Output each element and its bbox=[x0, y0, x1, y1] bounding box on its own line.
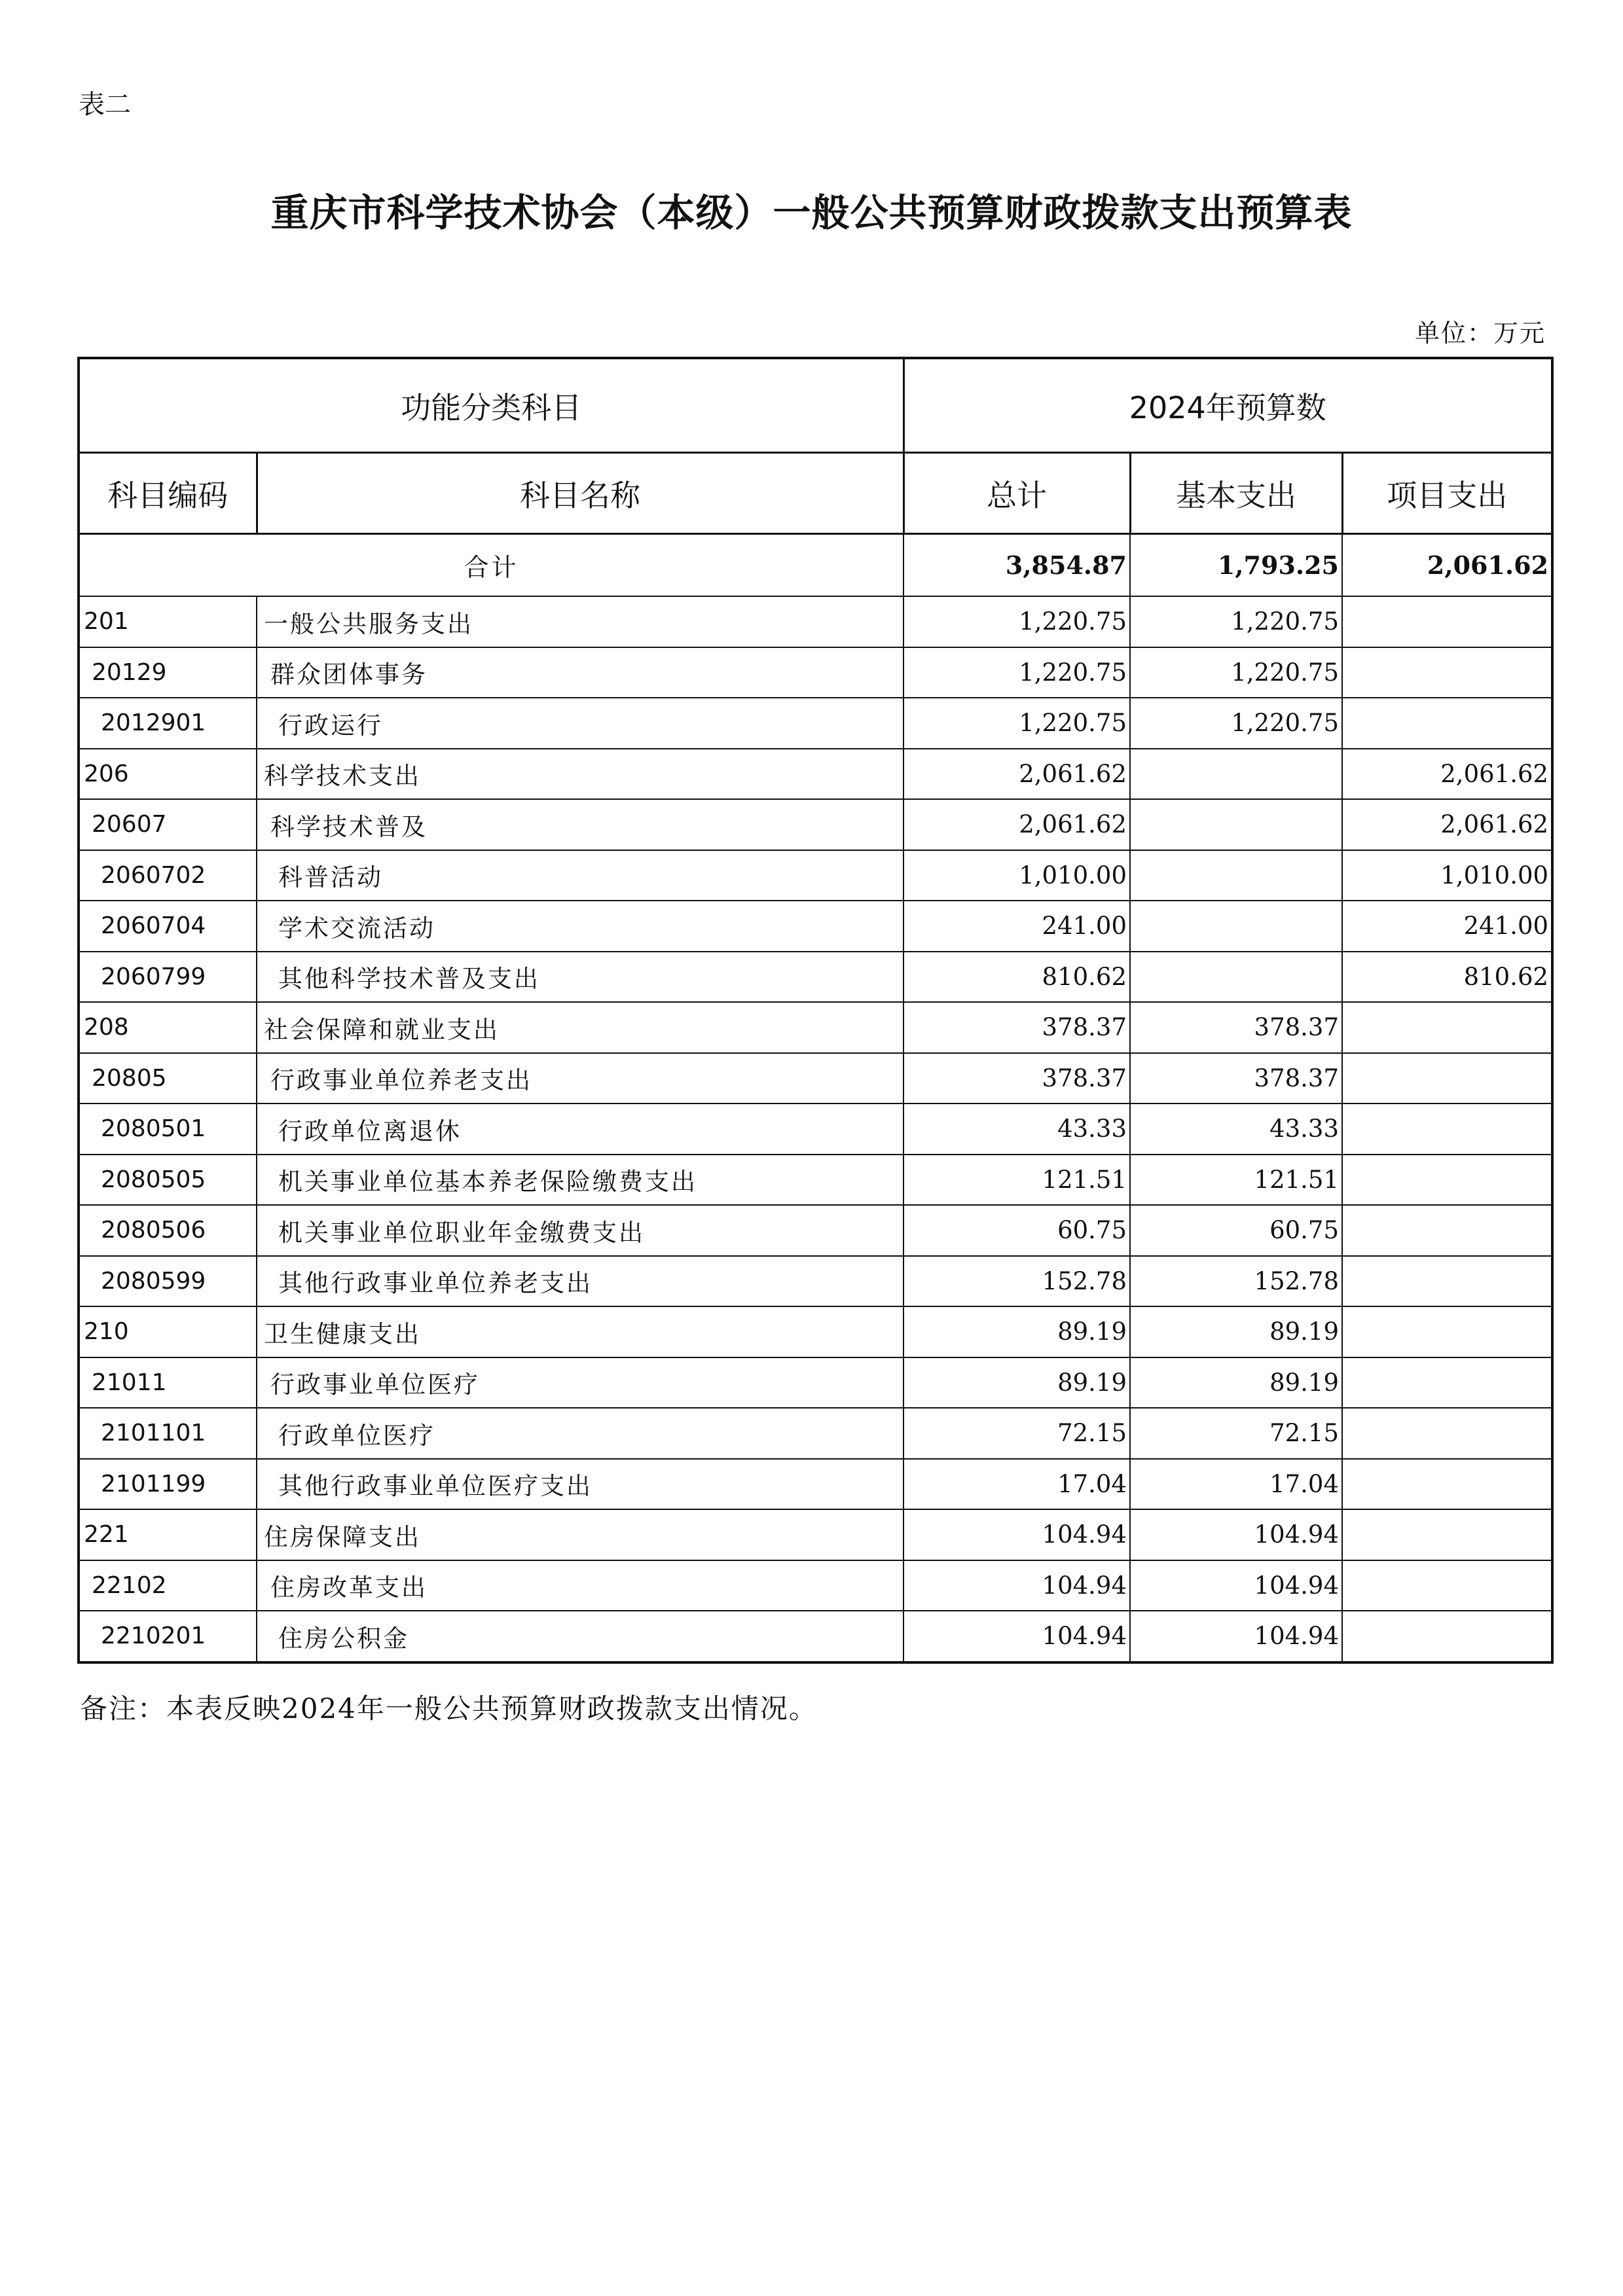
cell-name: 其他科学技术普及支出 bbox=[257, 952, 903, 1003]
cell-total: 378.37 bbox=[903, 1053, 1130, 1104]
cell-basic bbox=[1130, 749, 1342, 800]
column-header-total: 总计 bbox=[903, 453, 1130, 534]
cell-code: 2060702 bbox=[79, 850, 257, 901]
cell-code: 221 bbox=[79, 1509, 257, 1560]
cell-total: 43.33 bbox=[903, 1103, 1130, 1155]
table-row bbox=[79, 850, 1552, 901]
cell-total: 378.37 bbox=[903, 1002, 1130, 1053]
cell-basic: 378.37 bbox=[1130, 1002, 1342, 1053]
budget-table bbox=[77, 357, 1554, 1664]
table-row bbox=[79, 1408, 1552, 1459]
cell-project: 2,061.62 bbox=[1342, 749, 1552, 800]
table-row bbox=[79, 749, 1552, 800]
cell-basic: 104.94 bbox=[1130, 1509, 1342, 1560]
table-row bbox=[79, 1509, 1552, 1560]
cell-basic: 152.78 bbox=[1130, 1256, 1342, 1307]
cell-code: 210 bbox=[79, 1306, 257, 1357]
cell-basic bbox=[1130, 901, 1342, 952]
cell-project bbox=[1342, 596, 1552, 647]
cell-basic bbox=[1130, 952, 1342, 1003]
cell-total: 89.19 bbox=[903, 1306, 1130, 1357]
cell-name: 其他行政事业单位养老支出 bbox=[257, 1256, 903, 1307]
cell-name: 科学技术支出 bbox=[257, 749, 903, 800]
cell-code: 201 bbox=[79, 596, 257, 647]
cell-code: 2210201 bbox=[79, 1611, 257, 1662]
cell-basic: 72.15 bbox=[1130, 1408, 1342, 1459]
cell-basic: 43.33 bbox=[1130, 1103, 1342, 1155]
table-row bbox=[79, 1459, 1552, 1510]
cell-basic: 89.19 bbox=[1130, 1306, 1342, 1357]
cell-total: 72.15 bbox=[903, 1408, 1130, 1459]
cell-total: 1,220.75 bbox=[903, 698, 1130, 749]
cell-project bbox=[1342, 1509, 1552, 1560]
cell-basic: 1,220.75 bbox=[1130, 647, 1342, 698]
cell-project bbox=[1342, 1053, 1552, 1104]
cell-name: 行政单位医疗 bbox=[257, 1408, 903, 1459]
cell-code: 2101199 bbox=[79, 1459, 257, 1510]
cell-basic: 104.94 bbox=[1130, 1560, 1342, 1611]
table-row bbox=[79, 1053, 1552, 1104]
table-row bbox=[79, 952, 1552, 1003]
cell-name: 行政单位离退休 bbox=[257, 1103, 903, 1155]
total-project: 2,061.62 bbox=[1342, 534, 1552, 597]
cell-name: 行政运行 bbox=[257, 698, 903, 749]
cell-basic: 121.51 bbox=[1130, 1155, 1342, 1206]
cell-project bbox=[1342, 1459, 1552, 1510]
cell-name: 卫生健康支出 bbox=[257, 1306, 903, 1357]
cell-basic bbox=[1130, 799, 1342, 850]
cell-name: 住房保障支出 bbox=[257, 1509, 903, 1560]
document-title: 重庆市科学技术协会（本级）一般公共预算财政拨款支出预算表 bbox=[270, 190, 1353, 235]
cell-code: 2080599 bbox=[79, 1256, 257, 1307]
cell-basic: 1,220.75 bbox=[1130, 596, 1342, 647]
cell-name: 社会保障和就业支出 bbox=[257, 1002, 903, 1053]
column-header-basic: 基本支出 bbox=[1130, 453, 1342, 534]
header-group-row bbox=[79, 358, 1552, 453]
total-sum: 3,854.87 bbox=[903, 534, 1130, 597]
table-number-label: 表二 bbox=[79, 90, 131, 120]
unit-label: 单位：万元 bbox=[1414, 319, 1546, 348]
cell-name: 机关事业单位基本养老保险缴费支出 bbox=[257, 1155, 903, 1206]
cell-total: 810.62 bbox=[903, 952, 1130, 1003]
cell-name: 科普活动 bbox=[257, 850, 903, 901]
column-header-name: 科目名称 bbox=[257, 453, 903, 534]
cell-total: 2,061.62 bbox=[903, 799, 1130, 850]
total-row bbox=[79, 534, 1552, 597]
cell-project bbox=[1342, 1306, 1552, 1357]
cell-basic: 378.37 bbox=[1130, 1053, 1342, 1104]
cell-code: 2080506 bbox=[79, 1205, 257, 1256]
cell-total: 121.51 bbox=[903, 1155, 1130, 1206]
cell-code: 2101101 bbox=[79, 1408, 257, 1459]
cell-name: 住房改革支出 bbox=[257, 1560, 903, 1611]
cell-project bbox=[1342, 1560, 1552, 1611]
cell-total: 104.94 bbox=[903, 1611, 1130, 1662]
cell-project bbox=[1342, 1408, 1552, 1459]
cell-project: 241.00 bbox=[1342, 901, 1552, 952]
cell-total: 152.78 bbox=[903, 1256, 1130, 1307]
cell-code: 2060799 bbox=[79, 952, 257, 1003]
footnote: 备注：本表反映2024年一般公共预算财政拨款支出情况。 bbox=[80, 1693, 818, 1725]
cell-name: 学术交流活动 bbox=[257, 901, 903, 952]
cell-basic: 1,220.75 bbox=[1130, 698, 1342, 749]
table-row bbox=[79, 1155, 1552, 1206]
cell-total: 1,220.75 bbox=[903, 596, 1130, 647]
cell-code: 21011 bbox=[79, 1357, 257, 1408]
table-row bbox=[79, 1611, 1552, 1662]
cell-basic bbox=[1130, 850, 1342, 901]
table-row bbox=[79, 1560, 1552, 1611]
cell-code: 20607 bbox=[79, 799, 257, 850]
cell-project bbox=[1342, 1002, 1552, 1053]
cell-project bbox=[1342, 1256, 1552, 1307]
cell-basic: 60.75 bbox=[1130, 1205, 1342, 1256]
cell-name: 行政事业单位医疗 bbox=[257, 1357, 903, 1408]
cell-name: 其他行政事业单位医疗支出 bbox=[257, 1459, 903, 1510]
table-body bbox=[79, 534, 1552, 1662]
cell-project bbox=[1342, 1155, 1552, 1206]
cell-total: 241.00 bbox=[903, 901, 1130, 952]
cell-total: 1,010.00 bbox=[903, 850, 1130, 901]
total-label: 合计 bbox=[79, 534, 903, 597]
cell-name: 一般公共服务支出 bbox=[257, 596, 903, 647]
table-row bbox=[79, 1002, 1552, 1053]
header-columns-row bbox=[79, 453, 1552, 534]
table-row bbox=[79, 1306, 1552, 1357]
cell-name: 机关事业单位职业年金缴费支出 bbox=[257, 1205, 903, 1256]
cell-project bbox=[1342, 1205, 1552, 1256]
cell-code: 2060704 bbox=[79, 901, 257, 952]
table-row bbox=[79, 596, 1552, 647]
cell-total: 1,220.75 bbox=[903, 647, 1130, 698]
cell-project: 1,010.00 bbox=[1342, 850, 1552, 901]
cell-basic: 89.19 bbox=[1130, 1357, 1342, 1408]
cell-name: 行政事业单位养老支出 bbox=[257, 1053, 903, 1104]
cell-total: 89.19 bbox=[903, 1357, 1130, 1408]
table-row bbox=[79, 799, 1552, 850]
cell-project: 2,061.62 bbox=[1342, 799, 1552, 850]
cell-name: 住房公积金 bbox=[257, 1611, 903, 1662]
cell-total: 17.04 bbox=[903, 1459, 1130, 1510]
cell-project bbox=[1342, 647, 1552, 698]
column-header-project: 项目支出 bbox=[1342, 453, 1552, 534]
cell-code: 208 bbox=[79, 1002, 257, 1053]
cell-code: 2080505 bbox=[79, 1155, 257, 1206]
cell-project bbox=[1342, 1103, 1552, 1155]
cell-project bbox=[1342, 698, 1552, 749]
header-budget-2024: 2024年预算数 bbox=[903, 358, 1552, 453]
cell-project bbox=[1342, 1357, 1552, 1408]
cell-code: 20805 bbox=[79, 1053, 257, 1104]
cell-project bbox=[1342, 1611, 1552, 1662]
table-row bbox=[79, 901, 1552, 952]
total-basic: 1,793.25 bbox=[1130, 534, 1342, 597]
header-functional-classification: 功能分类科目 bbox=[79, 358, 903, 453]
table-row bbox=[79, 1103, 1552, 1155]
cell-total: 2,061.62 bbox=[903, 749, 1130, 800]
cell-name: 群众团体事务 bbox=[257, 647, 903, 698]
cell-code: 20129 bbox=[79, 647, 257, 698]
cell-project: 810.62 bbox=[1342, 952, 1552, 1003]
column-header-code: 科目编码 bbox=[79, 453, 257, 534]
table-row bbox=[79, 698, 1552, 749]
cell-code: 2012901 bbox=[79, 698, 257, 749]
cell-total: 104.94 bbox=[903, 1509, 1130, 1560]
table-row bbox=[79, 1256, 1552, 1307]
cell-total: 104.94 bbox=[903, 1560, 1130, 1611]
cell-basic: 104.94 bbox=[1130, 1611, 1342, 1662]
cell-basic: 17.04 bbox=[1130, 1459, 1342, 1510]
cell-code: 22102 bbox=[79, 1560, 257, 1611]
table-row bbox=[79, 647, 1552, 698]
cell-code: 206 bbox=[79, 749, 257, 800]
cell-name: 科学技术普及 bbox=[257, 799, 903, 850]
cell-code: 2080501 bbox=[79, 1103, 257, 1155]
table-row bbox=[79, 1357, 1552, 1408]
table-row bbox=[79, 1205, 1552, 1256]
cell-total: 60.75 bbox=[903, 1205, 1130, 1256]
